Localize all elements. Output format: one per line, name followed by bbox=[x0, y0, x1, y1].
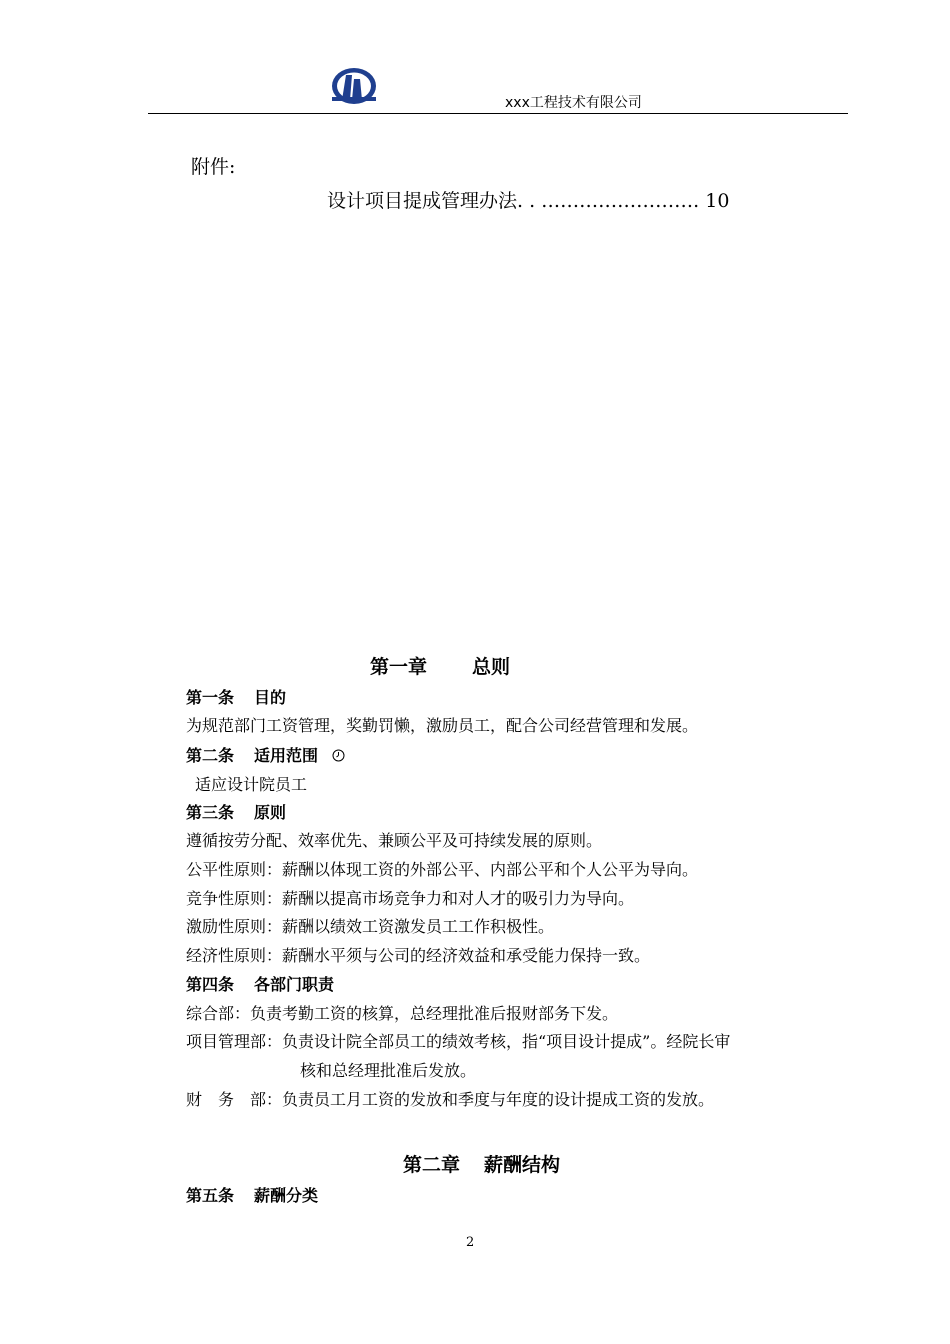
toc-entry: 设计项目提成管理办法. . ……………………. 10 bbox=[327, 190, 730, 212]
chapter2-number: 第二章 bbox=[403, 1154, 461, 1176]
article3-line: 遵循按劳分配、效率优先、兼顾公平及可持续发展的原则。 bbox=[186, 831, 603, 850]
article3-number: 第三条 bbox=[186, 803, 235, 822]
header-divider bbox=[148, 113, 848, 114]
article2-number: 第二条 bbox=[186, 746, 235, 765]
article4-line: 综合部：负责考勤工资的核算，总经理批准后报财部务下发。 bbox=[186, 1004, 619, 1023]
chapter1-number: 第一章 bbox=[370, 656, 428, 678]
company-logo-icon bbox=[330, 66, 378, 106]
article3-title: 原则 bbox=[254, 803, 287, 822]
article4-line: 项目管理部：负责设计院全部员工的绩效考核，指“项目设计提成”。经院长审 bbox=[186, 1032, 731, 1051]
article1-text: 为规范部门工资管理，奖勤罚懒，激励员工，配合公司经营管理和发展。 bbox=[186, 716, 699, 735]
article1-number: 第一条 bbox=[186, 688, 235, 707]
article1-heading bbox=[186, 685, 286, 708]
company-name: xxx工程技术有限公司 bbox=[505, 95, 642, 111]
article5-heading bbox=[186, 1183, 318, 1206]
article4-line: 财 务 部：负责员工月工资的发放和季度与年度的设计提成工资的发放。 bbox=[186, 1090, 715, 1109]
clock-icon bbox=[332, 749, 345, 762]
article3-line: 竞争性原则：薪酬以提高市场竞争力和对人才的吸引力为导向。 bbox=[186, 889, 635, 908]
article4-heading bbox=[186, 972, 334, 995]
chapter1-name: 总则 bbox=[472, 656, 511, 678]
article4-line: 核和总经理批准后发放。 bbox=[300, 1061, 477, 1080]
attachment-label: 附件: bbox=[191, 156, 236, 178]
chapter2-title bbox=[403, 1150, 560, 1177]
chapter1-title bbox=[370, 652, 510, 679]
article5-number: 第五条 bbox=[186, 1186, 235, 1205]
article2-heading bbox=[186, 743, 345, 766]
article1-title: 目的 bbox=[254, 688, 287, 707]
article3-line: 经济性原则：薪酬水平须与公司的经济效益和承受能力保持一致。 bbox=[186, 946, 651, 965]
article3-line: 公平性原则：薪酬以体现工资的外部公平、内部公平和个人公平为导向。 bbox=[186, 860, 699, 879]
article2-text: 适应设计院员工 bbox=[195, 775, 308, 794]
article5-title: 薪酬分类 bbox=[254, 1186, 319, 1205]
article3-line: 激励性原则：薪酬以绩效工资激发员工工作积极性。 bbox=[186, 917, 555, 936]
article4-title: 各部门职责 bbox=[254, 975, 335, 994]
article4-number: 第四条 bbox=[186, 975, 235, 994]
article2-title: 适用范围 bbox=[254, 746, 319, 765]
article3-heading bbox=[186, 800, 286, 823]
page-number: 2 bbox=[466, 1235, 475, 1250]
chapter2-name: 薪酬结构 bbox=[484, 1154, 561, 1176]
